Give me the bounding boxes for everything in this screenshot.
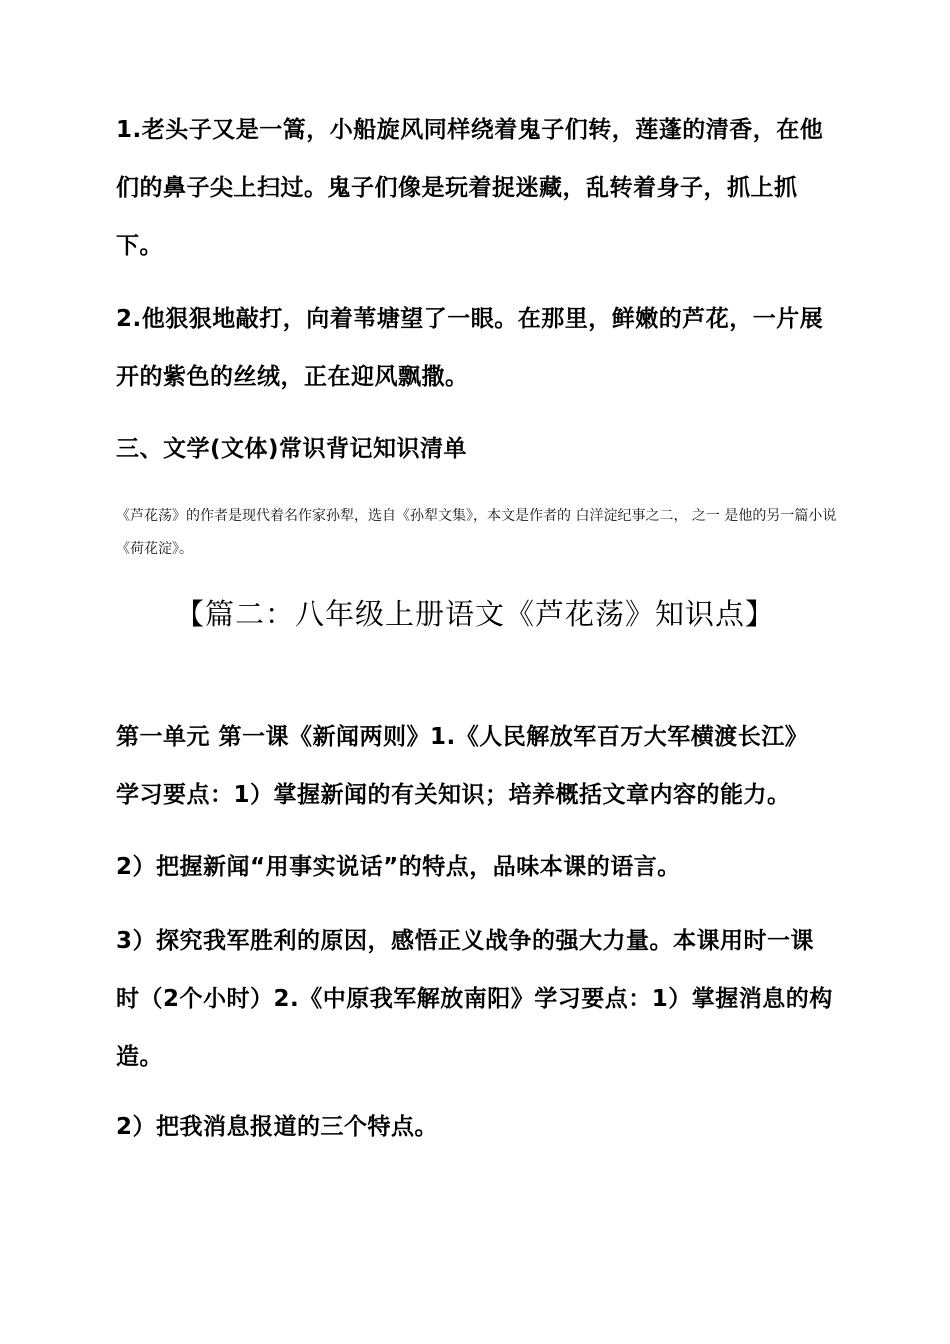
paragraph-example-2: 2.他狠狠地敲打，向着苇塘望了一眼。在那里，鲜嫩的芦花，一片展开的紫色的丝绒，正在迎风飘撒。: [116, 306, 824, 390]
lesson-point-1: 学习要点：1）掌握新闻的有关知识；培养概括文章内容的能力。: [116, 782, 791, 808]
lesson-point-2: 2）把握新闻“用事实说话”的特点，品味本课的语言。: [116, 854, 681, 880]
author-note: 《芦花荡》的作者是现代着名作家孙犁，选自《孙犁文集》，本文是作者的 白洋淀纪事之二， 之一 是他的另一篇小说《荷花淀》。: [116, 508, 837, 557]
lesson-title-line: 第一单元 第一课《新闻两则》1.《人民解放军百万大军横渡长江》: [116, 724, 809, 750]
lesson-point-4: 2）把我消息报道的三个特点。: [116, 1114, 439, 1140]
paragraph-example-1: 1.老头子又是一篙，小船旋风同样绕着鬼子们转，莲蓬的清香，在他们的鼻子尖上扫过。鬼子们像是玩着捉迷藏，乱转着身子，抓上抓下。: [116, 117, 824, 259]
lesson-point-3: 3）探究我军胜利的原因，感悟正义战争的强大力量。本课用时一课时（2个小时）2.《中原我军解放南阳》学习要点：1）掌握消息的构造。: [116, 928, 833, 1070]
chapter-title: 【篇二：八年级上册语文《芦花荡》知识点】: [174, 597, 775, 631]
section-heading-literature: 三、文学(文体)常识背记知识清单: [116, 436, 468, 462]
